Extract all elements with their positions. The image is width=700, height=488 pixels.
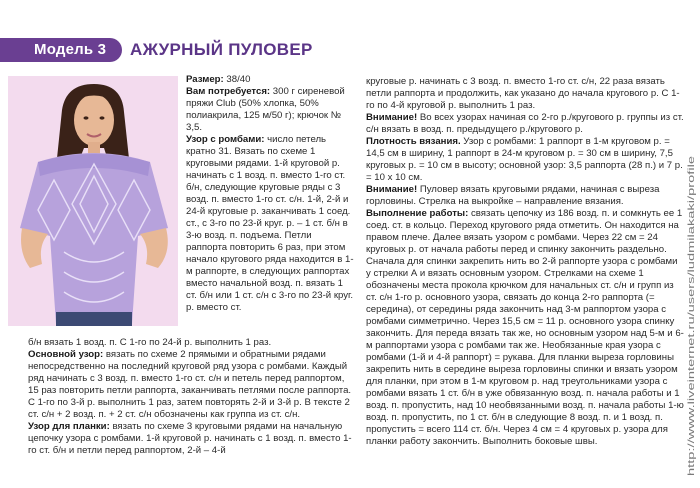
attention-paragraph-2	[366, 184, 684, 208]
work-text: связать цепочку из 186 возд. п. и сомкнуть ее 1 соед. ст. в кольцо. Переход кругового ряда отметить. Он находится на правом плече. Далее вязать узором с ромбами. Через 22 см = 24 круговых р. от начала работы перед и спинку закончить раздельно. Сначала для спинки закрепить нить во 2-й раппорте узора с ромбами у стрелки А и вязать основным узором. Стрелками на схеме 1 обозначены места прокола крючком для начальных ст. с/н и групп из ст. с/н 1-го р. основного узора, связать до конца 2-го раппорта (= середина), от середины ряда закончить над 3-м раппортом узора с ромбами симметрично. Через 15,5 см = 11 р. основного узора спинку закончить. Для переда вязать так же, но основным узором над 5-м и 6-м раппортами узора с ромбами так же. Необязанные края узора с ромбами (1-й и 4-й раппорт) = рукава. Для планки выреза горловины закрепить нить в середине выреза горловины спинки и вязать узором для планки, при этом в 1-м круговом р. над треугольниками узора с ромбами вязать 1 ст. б/н в уже обвязанную возд. п. начала работы и 1 возд. п. пропустить, над 10 необвязанными возд. п. начала работы 1-ю возд. п. пропустить, по 1 ст. б/н в следующие 8 возд. п. и 1 возд. п. пропустить = всего 114 ст. б/н. Через 4 см = 4 круговых р. узора для планки работу закончить. Выполнить боковые швы.	[366, 208, 684, 447]
plank-pattern-paragraph	[28, 421, 356, 457]
rounds-paragraph: круговые р. начинать с 3 возд. п. вместо 1-го ст. с/н, 22 раза вязать петли раппорта и продолжить, как указано до начала кругового р. С 1-го по 4-й круговой р. выполнить 1 раз.	[366, 76, 680, 111]
size-value: 38/40	[223, 74, 251, 85]
work-paragraph	[366, 208, 684, 448]
size-label: Размер:	[186, 74, 224, 85]
plank-pattern-label: Узор для планки:	[28, 421, 110, 432]
model-photo	[8, 76, 178, 326]
plank-pattern-text: вязать по схеме 3 круговыми рядами на начальную цепочку узора с ромбами. 1-й круговой р. начинать с 1 возд. п. вместо 1-го ст. б/н и петли перед раппортом, 2-й – 4-й	[28, 421, 352, 456]
model-label: Модель 3	[0, 38, 122, 62]
work-label: Выполнение работы:	[366, 208, 469, 219]
size-paragraph	[186, 74, 354, 86]
materials-paragraph	[186, 86, 354, 134]
article-title: АЖУРНЫЙ ПУЛОВЕР	[130, 40, 313, 59]
main-pattern-label: Основной узор:	[28, 349, 104, 360]
gauge-label: Плотность вязания.	[366, 136, 461, 147]
url-watermark-text: http://www.liveinternet.ru/users/ludmilakaki/profile	[686, 268, 697, 476]
gauge-text: Узор с ромбами: 1 раппорт в 1-м круговом р. = 14,5 см в ширину, 1 раппорт в 24-м круговом р. = 30 см в ширину, 7,5 круговых р. = 10 см в высоту; основной узор: 3,5 раппорта (28 п.) и 7 р. = 10 х 10 см.	[366, 136, 683, 183]
intro-column	[186, 74, 354, 314]
rhombus-pattern-label: Узор с ромбами:	[186, 134, 265, 145]
instructions-column	[366, 76, 684, 448]
materials-text: 300 г сиреневой пряжи Club (50% хлопка, 50% полиакрила, 125 м/50 г); крючок № 3,5.	[186, 86, 345, 133]
url-watermark	[684, 150, 698, 480]
rhombus-pattern-text: число петель кратно 31. Вязать по схеме 1 круговыми рядами. 1-й круговой р. начинать с 1 возд. п. вместо 1-го ст. б/н, следующие круговые ряды с 3 возд. п. вместо 1-го ст. с/н. 1-й, 2-й и 24-й круговые р. заканчивать 1 соед. ст., с 3-го по 23-й круг. р. – 1 ст. б/н в 3-ю возд. п. подъема. Петли раппорта повторить 6 раз, при этом начало кругового ряда находится в 1-м раппорте, в следующих раппортах вместо начальной возд. п. вязать 1 ст. б/н или 1 ст. с/н с 3-го по 23-й круг. р. вместо ст.	[186, 134, 354, 313]
attention-label-2: Внимание!	[366, 184, 418, 195]
attention-paragraph-1	[366, 112, 684, 136]
continuation-paragraph: б/н вязать 1 возд. п. С 1-го по 24-й р. выполнить 1 раз.	[28, 337, 272, 348]
gauge-paragraph	[366, 136, 684, 184]
article-header	[0, 38, 700, 62]
main-pattern-text: вязать по схеме 2 прямыми и обратными рядами непосредственно на последний круговой ряд узора с ромбами. Каждый ряд начинать с 3 возд. п. вместо 1-го ст. с/н и петель перед раппортом, 15 раз повторить петли раппорта, заканчивать петлями после раппорта. С 1-го по 3-й р. выполнить 1 раз, затем повторять 2-й и 3-й р. В тексте 2 ст. с/н + 2 возд. п. + 2 ст. с/н обозначены как группа из ст. с/н.	[28, 349, 352, 420]
main-pattern-paragraph	[28, 349, 356, 421]
materials-label: Вам потребуется:	[186, 86, 271, 97]
rhombus-pattern-paragraph	[186, 134, 354, 314]
attention-text-1: Во всех узорах начиная со 2-го р./кругового р. группы из ст. с/н вязать в возд. п. предыдущего р./кругового р.	[366, 112, 684, 135]
attention-text-2: Пуловер вязать круговыми рядами, начиная с выреза горловины. Стрелка на выкройке – направление вязания.	[366, 184, 660, 207]
attention-label-1: Внимание!	[366, 112, 418, 123]
lower-left-text	[28, 337, 356, 457]
